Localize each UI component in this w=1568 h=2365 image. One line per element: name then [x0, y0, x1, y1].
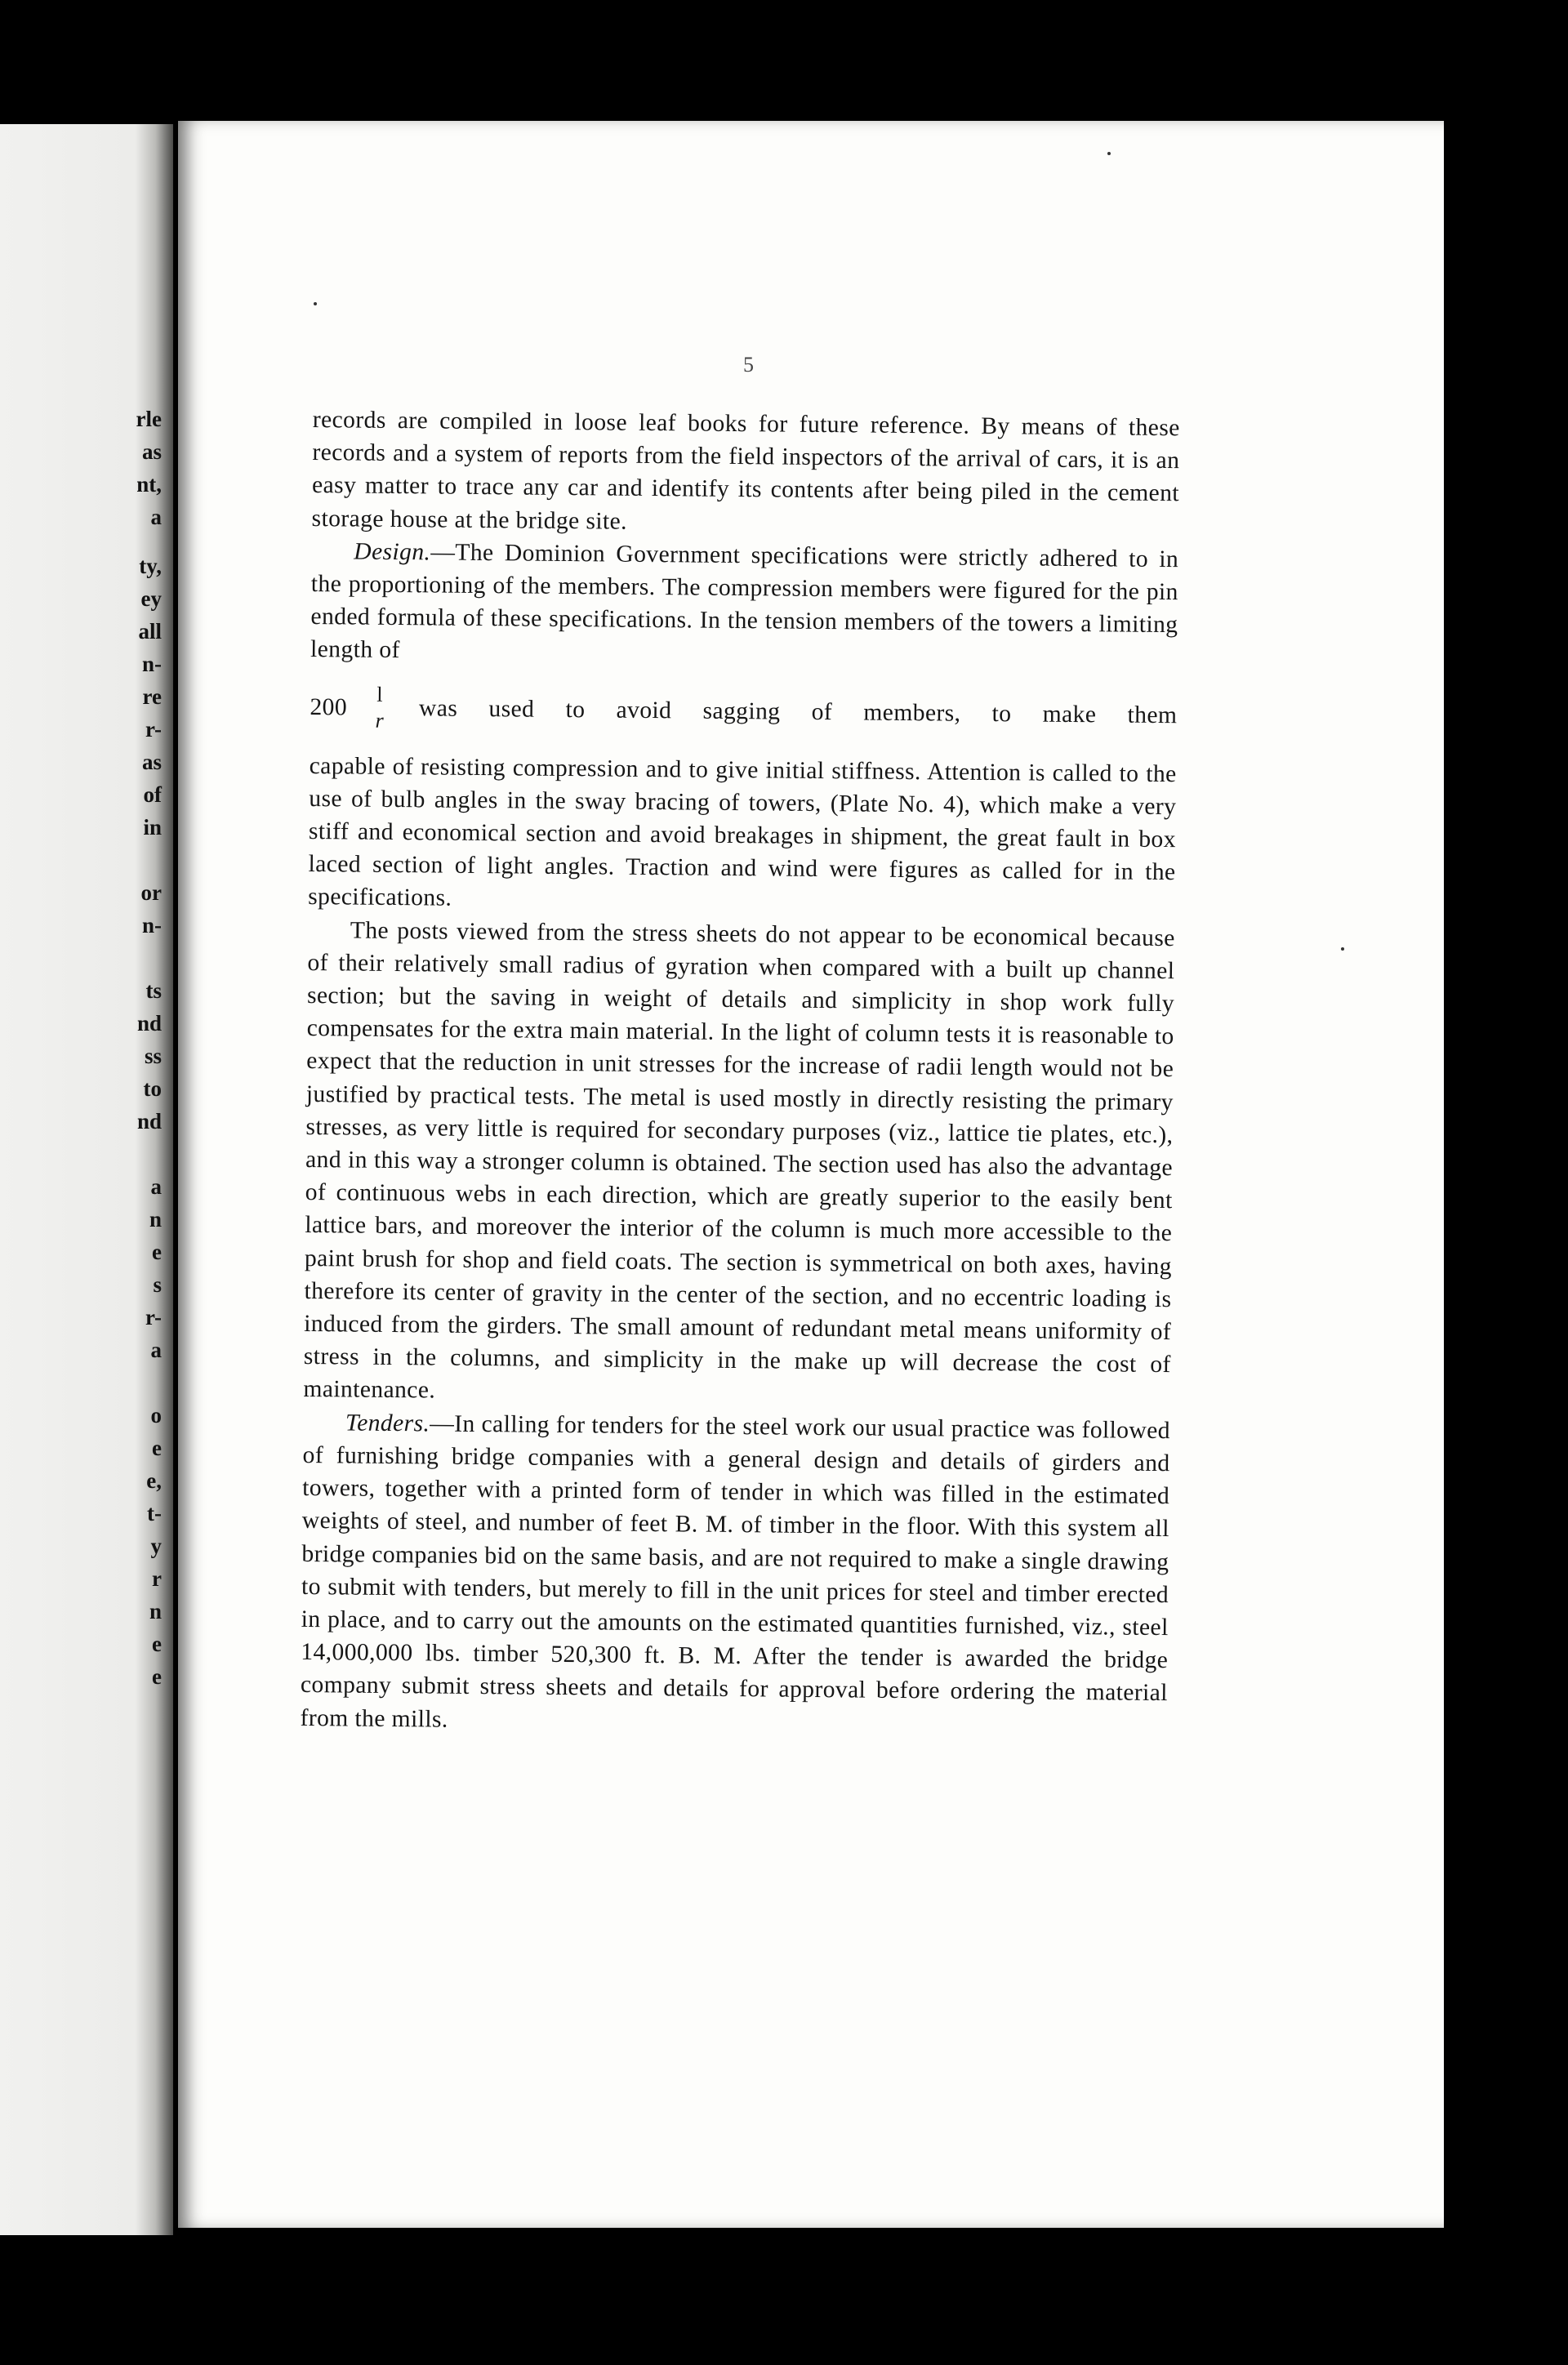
facing-fragment: re	[142, 684, 162, 709]
facing-fragment: nd	[136, 1109, 162, 1134]
facing-fragment: e,	[146, 1468, 162, 1493]
formula-denominator: r	[375, 708, 385, 733]
paragraph-text: The Dominion Government specifications were strictly adhered to in the proportioning of the members. The compression members were figured for the pin ended formula of these specifications. In the tension members of the towers a limiting length of	[310, 539, 1179, 664]
facing-fragment: nd	[136, 1011, 162, 1036]
paragraph-design: Design.—The Dominion Government specifications were strictly adhered to in the proportioning of the members. The compression members were figured for the pin ended formula of these specifications. In the tension members of the towers a limiting length of	[310, 538, 1179, 664]
facing-fragment: n-	[141, 913, 162, 938]
section-heading-tenders: Tenders.	[345, 1410, 430, 1437]
facing-fragment: rle	[136, 407, 162, 431]
facing-fragment: to	[143, 1076, 162, 1101]
formula-line-text: was used to avoid sagging of members, to make them	[418, 694, 1178, 728]
facing-fragment: nt,	[136, 472, 162, 497]
paragraph-text: In calling for tenders for the steel work our usual practice was followed of furnishing bridge companies with a general design and details of girders and towers, together with a printed form of tender in which was filled in the estimated weights of steel, and number of feet B. M. of timber in the floor. With this system all bridge companies bid on the same basis, and are not required to make a single drawing to submit with tenders, but merely to fill in the unit prices for steel and timber erected in place, and to carry out the amounts on the estimated quantities furnished, viz., steel 14,000,000 lbs. timber 520,300 ft. B. M. After the tender is awarded the bridge company submit stress sheets and details for approval before ordering the material from the mills.	[300, 1410, 1171, 1733]
paragraph-records	[311, 403, 1179, 543]
paragraph-text: The posts viewed from the stress sheets do not appear to be economical because of their relatively small radius of gyration when compared with a built up channel section; but the saving in weight of details and simplicity in shop work fully compensates for the extra main material. In the light of column tests it is reasonable to expect that the reduction in unit stresses for the increase of radii length would not be justified by practical tests. The metal is used mostly in directly resisting the primary stresses, as very little is required for secondary purposes (viz., lattice tie plates, etc.), and in this way a stronger column is obtained. The section used has also the advantage of continuous webs in each direction, which are greatly superior to the easily bent lattice bars, and moreover the interior of the column is much more accessible to the paint brush for shop and field coats. The section is symmetrical on both axes, having therefore its center of gravity in the center of the section, and no eccentric loading is induced from the girders. The small amount of redundant metal means uniformity of stress in the columns, and simplicity in the make up will decrease the cost of maintenance.	[303, 917, 1175, 1404]
formula-coefficient: 200	[310, 693, 348, 720]
facing-page-edge	[0, 124, 173, 2235]
paragraph-posts	[303, 914, 1175, 1414]
facing-fragment: e	[152, 1632, 162, 1656]
facing-fragment: of	[143, 782, 162, 807]
facing-fragment: y	[150, 1534, 162, 1558]
facing-fragment: n	[149, 1207, 162, 1231]
facing-fragment: e	[152, 1436, 162, 1460]
facing-fragment: a	[150, 1338, 162, 1362]
body-text	[300, 403, 1180, 1743]
page-number: 5	[743, 353, 754, 376]
facing-fragment: ty,	[139, 554, 162, 578]
facing-fragment: n	[149, 1599, 162, 1623]
facing-fragment: o	[150, 1403, 162, 1427]
formula-numerator: l	[376, 683, 384, 707]
facing-fragment: r-	[145, 1305, 162, 1329]
facing-fragment: ey	[140, 586, 162, 611]
facing-fragment: n-	[141, 652, 162, 676]
facing-page-fragments	[0, 124, 173, 2235]
facing-fragment: in	[143, 815, 162, 840]
facing-fragment: all	[138, 619, 162, 644]
facing-fragment: r	[152, 1566, 162, 1591]
facing-fragment: a	[150, 1174, 162, 1199]
facing-fragment: s	[153, 1272, 162, 1297]
facing-fragment: r-	[145, 717, 162, 742]
facing-fragment: as	[141, 439, 162, 464]
paragraph-text: capable of resisting compression and to give initial stiffness. Attention is called to the use of bulb angles in the sway bracing of towers, (Plate No. 4), which make a very stiff and economical section and avoid breakages in shipment, the great fault in box laced section of light angles. Traction and wind were figures as called for in the specifications.	[308, 752, 1177, 912]
paragraph-text: records are compiled in loose leaf books for future reference. By means of these records and a system of reports from the field inspectors of the arrival of cars, it is an easy matter to trace any car and identify its contents after being piled in the cement storage house at the bridge site.	[311, 406, 1180, 535]
formula-fraction	[373, 682, 387, 733]
facing-fragment: ss	[144, 1044, 162, 1068]
formula-line	[310, 668, 1178, 755]
facing-fragment: e	[152, 1664, 162, 1689]
facing-fragment: t-	[147, 1501, 162, 1525]
facing-fragment: a	[150, 505, 162, 529]
paragraph-capable	[308, 750, 1177, 922]
facing-fragment: ts	[145, 978, 162, 1003]
section-heading-design: Design.	[354, 538, 431, 566]
facing-fragment: as	[141, 750, 162, 774]
paragraph-tenders: Tenders.—In calling for tenders for the steel work our usual practice was followed of furnishing bridge companies with a general design and details of girders and towers, together with a printed form of tender in which was filled in the estimated weights of steel, and number of feet B. M. of timber in the floor. With this system all bridge companies bid on the same basis, and are not required to make a single drawing to submit with tenders, but merely to fill in the unit prices for steel and timber erected in place, and to carry out the amounts on the estimated quantities furnished, viz., steel 14,000,000 lbs. timber 520,300 ft. B. M. After the tender is awarded the bridge company submit stress sheets and details for approval before ordering the material from the mills.	[300, 1410, 1171, 1733]
facing-fragment: e	[152, 1240, 162, 1264]
facing-fragment: or	[140, 880, 162, 905]
